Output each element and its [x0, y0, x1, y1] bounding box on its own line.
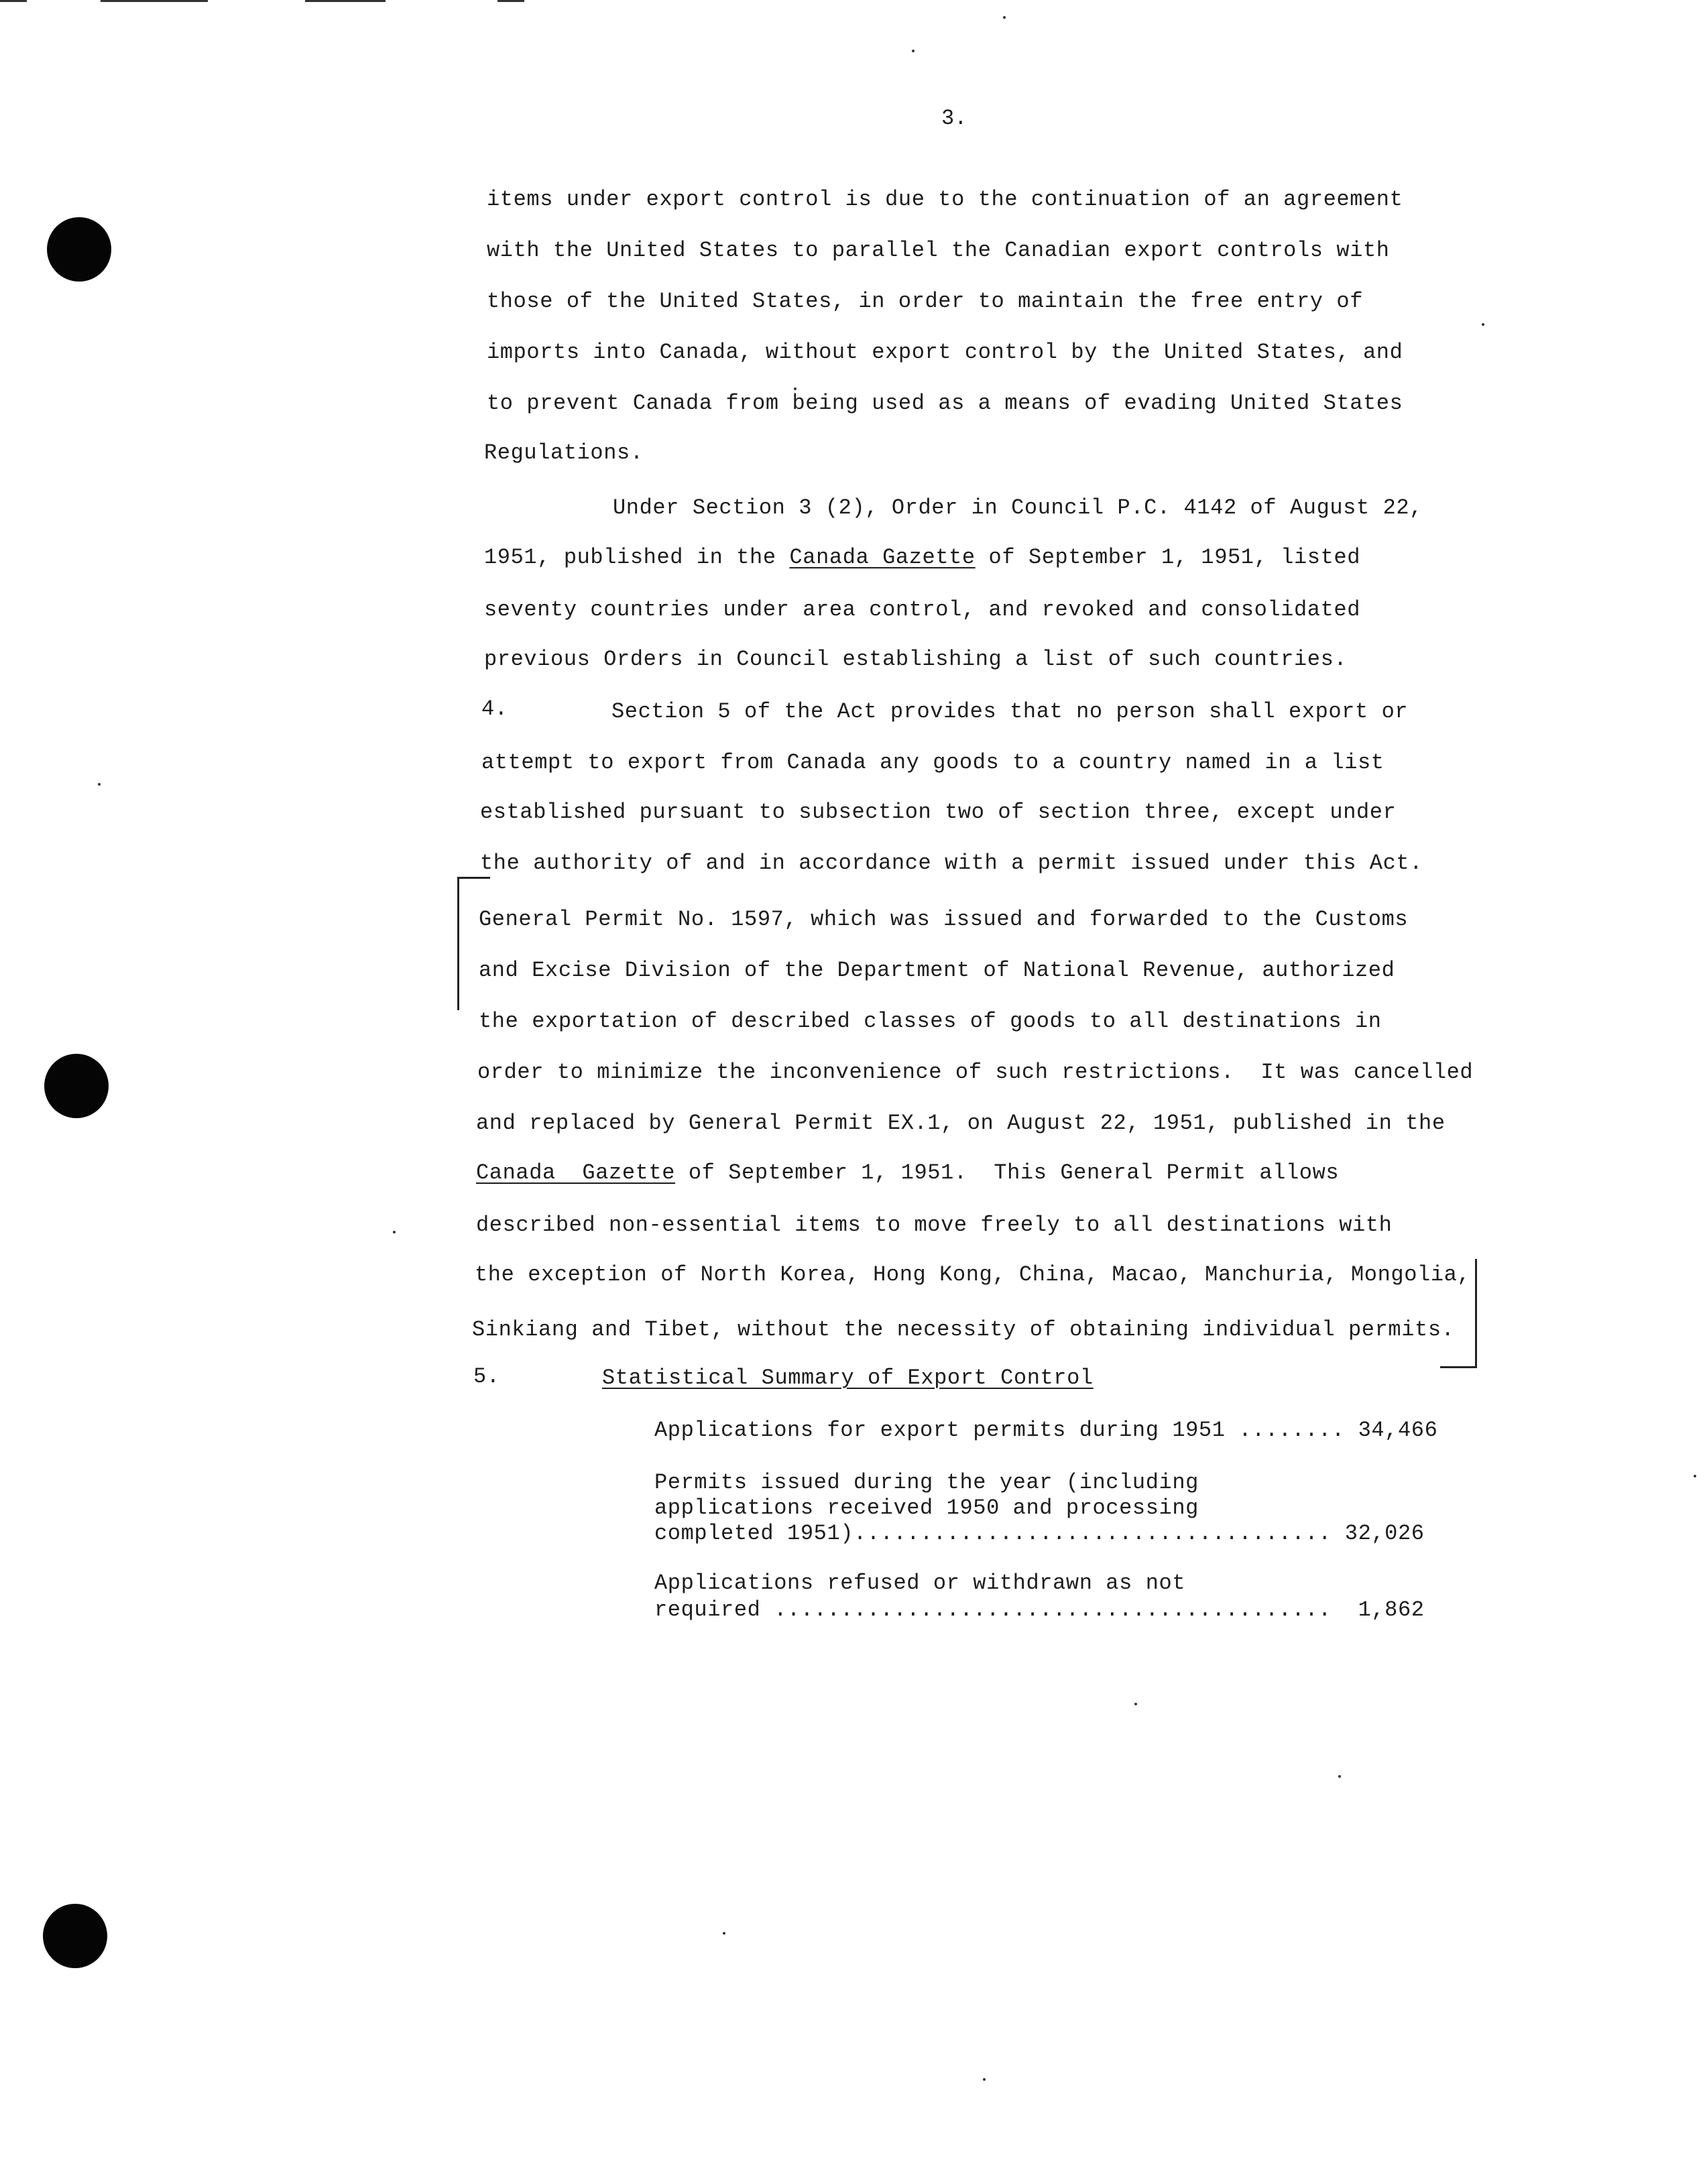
statistics-row: Applications refused or withdrawn as not [654, 1571, 1186, 1595]
publication-title: Canada Gazette [789, 545, 976, 570]
text-line [484, 544, 1360, 571]
text-line: items under export control is due to the continuation of an agreement [487, 187, 1403, 212]
section-number: 4. [481, 696, 508, 721]
statistics-row: required .......................................... 1,862 [654, 1597, 1425, 1622]
scan-speck [983, 2078, 986, 2081]
scan-speck [393, 1231, 396, 1233]
punch-hole-middle [44, 1054, 109, 1118]
scan-speck [1338, 1775, 1341, 1778]
scan-edge-mark [305, 0, 386, 2]
text-line: with the United States to parallel the Canadian export controls with [487, 238, 1390, 263]
text-line: attempt to export from Canada any goods to a country named in a list [481, 750, 1385, 775]
text-line: seventy countries under area control, and revoked and consolidated [484, 597, 1361, 622]
text-line: General Permit No. 1597, which was issued and forwarded to the Customs [479, 907, 1409, 932]
text-line: those of the United States, in order to maintain the free entry of [487, 289, 1364, 314]
text-line: Regulations. [484, 440, 644, 465]
text-line: the exportation of described classes of goods to all destinations in [479, 1009, 1382, 1034]
scan-speck [723, 1932, 725, 1935]
text-line: previous Orders in Council establishing a list of such countries. [484, 647, 1348, 672]
scan-speck [1003, 16, 1006, 19]
text-line: and Excise Division of the Department of National Revenue, authorized [479, 958, 1395, 983]
section-number: 5. [473, 1364, 500, 1389]
scan-edge-mark [497, 0, 524, 2]
text-line: Section 5 of the Act provides that no person shall export or [611, 699, 1409, 724]
text-line: the authority of and in accordance with a permit issued under this Act. [480, 851, 1423, 875]
text-segment: 1951, published in the [484, 545, 790, 570]
statistics-row: Applications for export permits during 1951 ........ 34,466 [654, 1418, 1438, 1443]
section-heading: Statistical Summary of Export Control [602, 1366, 1094, 1390]
scan-speck [912, 50, 915, 52]
publication-title: Canada Gazette [476, 1160, 676, 1185]
scan-speck [1482, 323, 1484, 326]
text-line: established pursuant to subsection two of section three, except under [480, 800, 1397, 825]
text-line: described non-essential items to move freely to all destinations with [476, 1213, 1393, 1237]
punch-hole-bottom [43, 1904, 107, 1968]
punch-hole-top [47, 217, 111, 282]
scan-edge-mark [101, 0, 208, 2]
statistics-row: applications received 1950 and processing [654, 1496, 1199, 1520]
margin-bracket-right [1440, 1259, 1477, 1368]
statistics-row: Permits issued during the year (including [654, 1470, 1199, 1495]
margin-bracket-left [457, 877, 490, 1010]
text-line: the exception of North Korea, Hong Kong, China, Macao, Manchuria, Mongolia, [475, 1262, 1471, 1287]
text-line: imports into Canada, without export control by the United States, and [487, 340, 1403, 365]
scan-speck [98, 783, 101, 786]
scan-speck [1134, 1703, 1137, 1705]
text-line: order to minimize the inconvenience of such restrictions. It was cancelled [477, 1060, 1474, 1085]
text-line: Under Section 3 (2), Order in Council P.C. 4142 of August 22, [613, 495, 1423, 520]
text-line: Sinkiang and Tibet, without the necessity of obtaining individual permits. [472, 1317, 1455, 1342]
page-number: 3. [941, 106, 967, 131]
scan-edge-mark [0, 0, 27, 2]
text-line: and replaced by General Permit EX.1, on August 22, 1951, published in the [476, 1111, 1446, 1136]
text-line [476, 1160, 1339, 1187]
text-segment: of September 1, 1951. This General Permit allows [675, 1160, 1340, 1185]
statistics-row: completed 1951).................................... 32,026 [654, 1521, 1425, 1546]
scan-speck [1694, 1475, 1696, 1477]
text-segment: of September 1, 1951, listed [975, 545, 1361, 570]
text-line: to prevent Canada from being used as a means of evading United States [487, 391, 1403, 416]
